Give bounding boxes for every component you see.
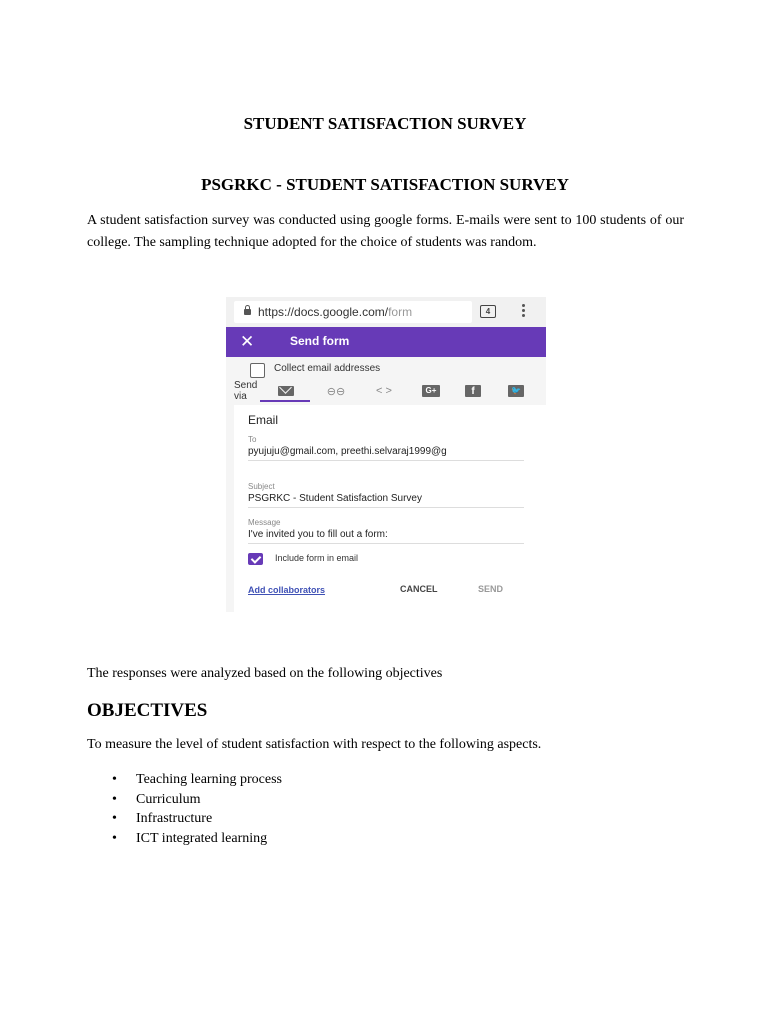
subject-field[interactable]: PSGRKC - Student Satisfaction Survey xyxy=(248,493,524,508)
bullet-icon: • xyxy=(112,830,117,846)
send-via-label: Send via xyxy=(234,380,258,402)
selected-tab-indicator xyxy=(260,400,310,402)
include-form-checkbox[interactable] xyxy=(248,553,263,565)
list-item: • Infrastructure xyxy=(112,809,282,829)
header-title: Send form xyxy=(290,334,350,348)
intro-paragraph: A student satisfaction survey was conducted using google forms. E-mails were sent to 100 students of our college. The sampling technique adopted for the choice of students was random. xyxy=(87,213,684,250)
email-panel xyxy=(234,405,546,612)
list-item: • Teaching learning process xyxy=(112,770,282,790)
lock-icon xyxy=(244,309,251,315)
send-form-header xyxy=(226,327,546,357)
kebab-menu-icon[interactable] xyxy=(522,304,525,320)
tab-count-icon[interactable]: 4 xyxy=(480,305,496,318)
message-label: Message xyxy=(248,518,281,527)
to-field[interactable]: pyujuju@gmail.com, preethi.selvaraj1999@g xyxy=(248,446,524,461)
message-field[interactable]: I've invited you to fill out a form: xyxy=(248,529,524,544)
document-subtitle: PSGRKC - STUDENT SATISFACTION SURVEY xyxy=(201,175,569,194)
bullet-icon: • xyxy=(112,791,117,807)
add-collaborators-link[interactable]: Add collaborators xyxy=(248,585,326,595)
embed-icon[interactable]: < > xyxy=(376,385,392,397)
facebook-icon[interactable]: f xyxy=(465,385,481,397)
twitter-icon[interactable]: 🐦 xyxy=(508,385,524,397)
url-box[interactable] xyxy=(234,301,472,323)
mail-icon[interactable] xyxy=(278,386,294,396)
cancel-button[interactable]: CANCEL xyxy=(400,584,438,594)
include-form-label: Include form in email xyxy=(275,553,359,563)
bullet-icon: • xyxy=(112,811,117,826)
to-label: To xyxy=(248,435,257,444)
collect-email-label: Collect email addresses xyxy=(274,363,381,374)
google-plus-icon[interactable]: G+ xyxy=(422,385,440,397)
close-icon[interactable]: ✕ xyxy=(240,332,255,351)
document-title: STUDENT SATISFACTION SURVEY xyxy=(243,114,527,133)
email-heading: Email xyxy=(248,413,279,427)
objectives-heading: OBJECTIVES xyxy=(87,700,208,721)
url-text: https://docs.google.com/form xyxy=(258,305,413,319)
responses-paragraph: The responses were analyzed based on the following objectives xyxy=(87,666,443,681)
list-item: • ICT integrated learning xyxy=(112,829,282,849)
objectives-intro: To measure the level of student satisfaction with respect to the following aspects. xyxy=(87,737,542,752)
send-button[interactable]: SEND xyxy=(478,584,504,594)
collect-email-checkbox[interactable] xyxy=(250,363,265,378)
link-icon[interactable]: ⊖⊖ xyxy=(326,386,346,398)
list-item: • Curriculum xyxy=(112,790,282,810)
bullet-icon: • xyxy=(112,772,117,787)
objectives-list xyxy=(112,770,282,848)
browser-url-bar xyxy=(226,297,546,327)
google-forms-screenshot xyxy=(226,297,546,612)
subject-label: Subject xyxy=(248,482,275,491)
